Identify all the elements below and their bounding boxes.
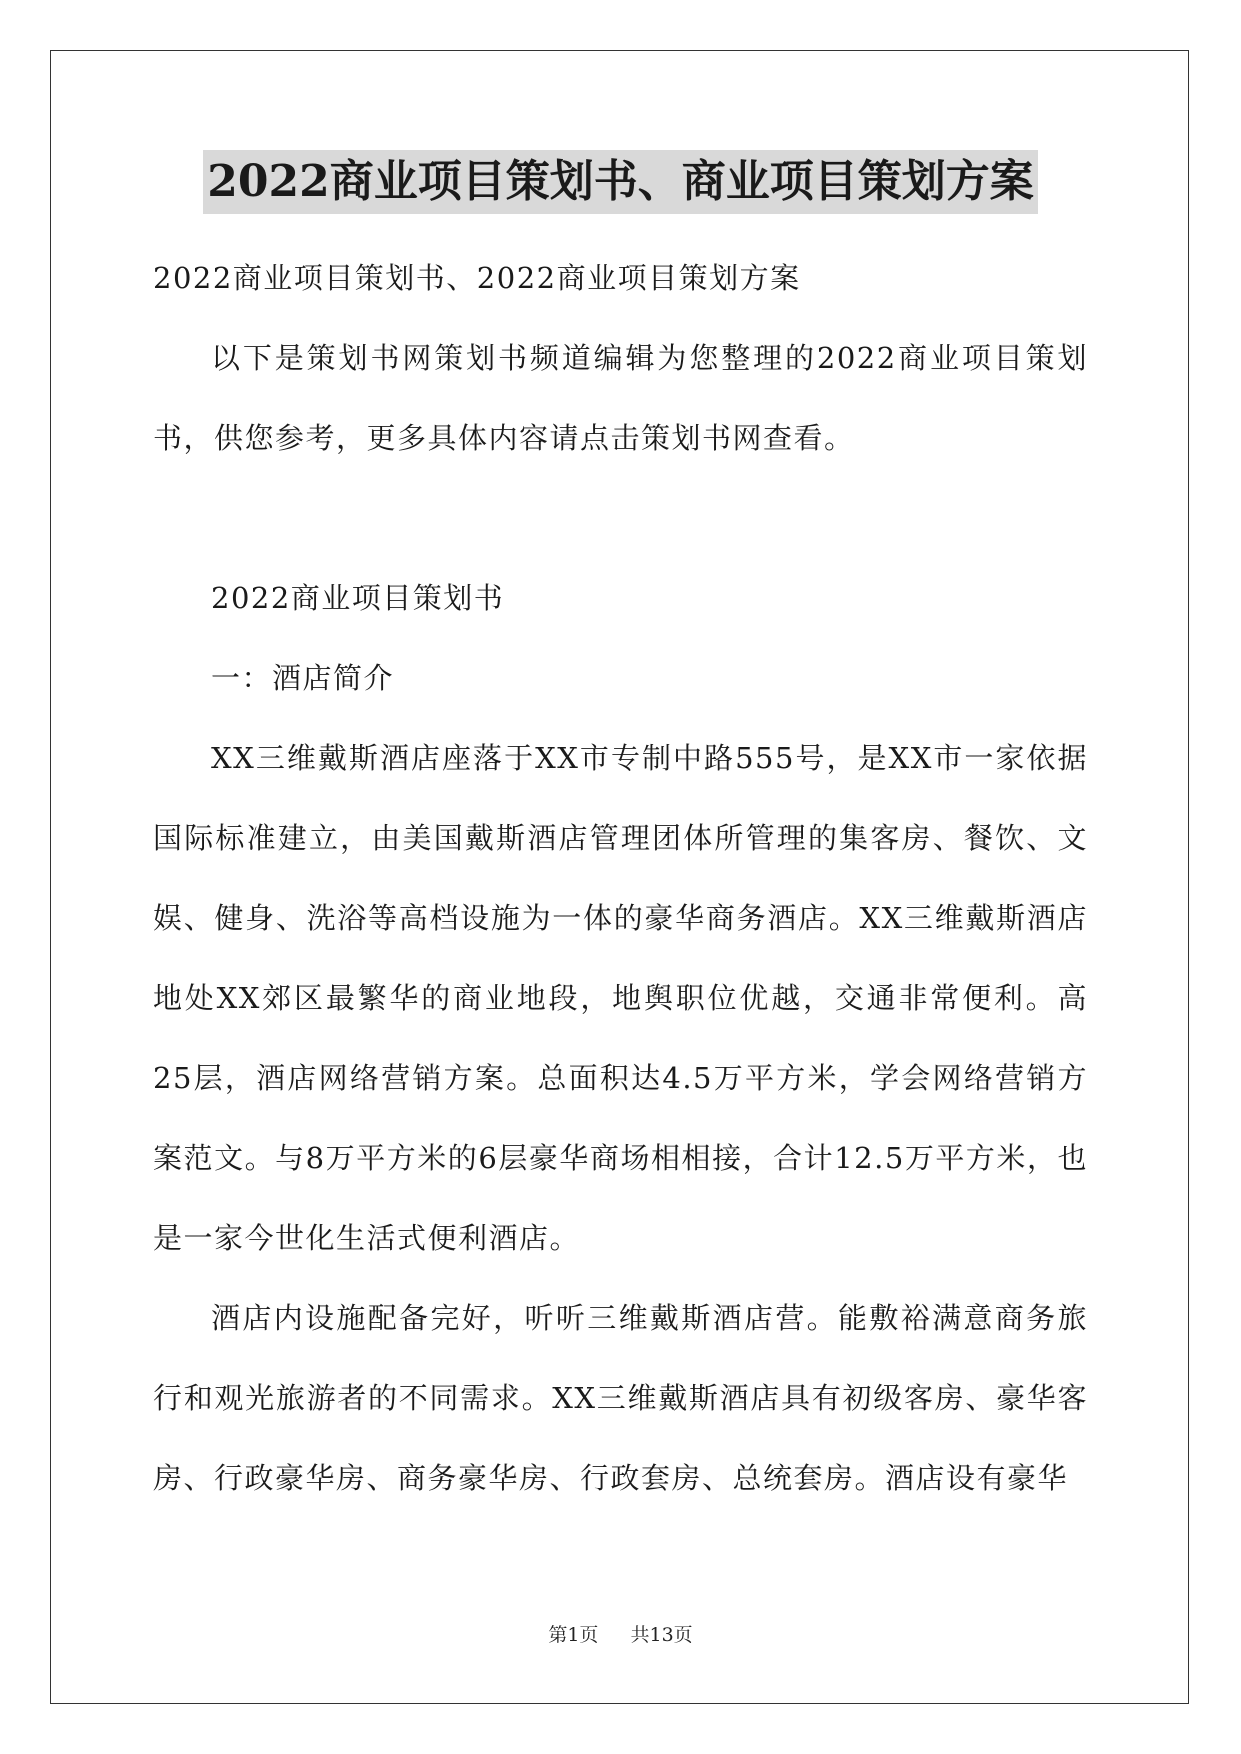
page-footer bbox=[0, 1620, 1241, 1647]
paragraph: 一：酒店简介 bbox=[211, 661, 395, 695]
document-title: 2022商业项目策划书、商业项目策划方案 bbox=[203, 150, 1037, 214]
title-container bbox=[0, 150, 1241, 214]
blank-line bbox=[153, 478, 1088, 558]
paragraph: 酒店内设施配备完好，听听三维戴斯酒店营。能敷裕满意商务旅行和观光旅游者的不同需求。XX三维戴斯酒店具有初级客房、豪华客房、行政豪华房、商务豪华房、行政套房、总统套房。酒店设有豪华 bbox=[153, 1301, 1088, 1495]
paragraph: 2022商业项目策划书、2022商业项目策划方案 bbox=[153, 261, 801, 295]
paragraph: XX三维戴斯酒店座落于XX市专制中路555号，是XX市一家依据国际标准建立，由美国戴斯酒店管理团体所管理的集客房、餐饮、文娱、健身、洗浴等高档设施为一体的豪华商务酒店。XX三维戴斯酒店地处XX郊区最繁华的商业地段，地舆职位优越，交通非常便利。高25层，酒店网络营销方案。总面积达4.5万平方米，学会网络营销方案范文。与8万平方米的6层豪华商场相相接，合计12.5万平方米，也是一家今世化生活式便利酒店。 bbox=[153, 741, 1088, 1255]
page-total: 共13页 bbox=[630, 1624, 693, 1646]
page-number: 第1页 bbox=[548, 1624, 599, 1646]
paragraph: 以下是策划书网策划书频道编辑为您整理的2022商业项目策划书，供您参考，更多具体内容请点击策划书网查看。 bbox=[153, 341, 1088, 455]
document-body bbox=[153, 238, 1088, 1518]
paragraph: 2022商业项目策划书 bbox=[211, 581, 505, 615]
